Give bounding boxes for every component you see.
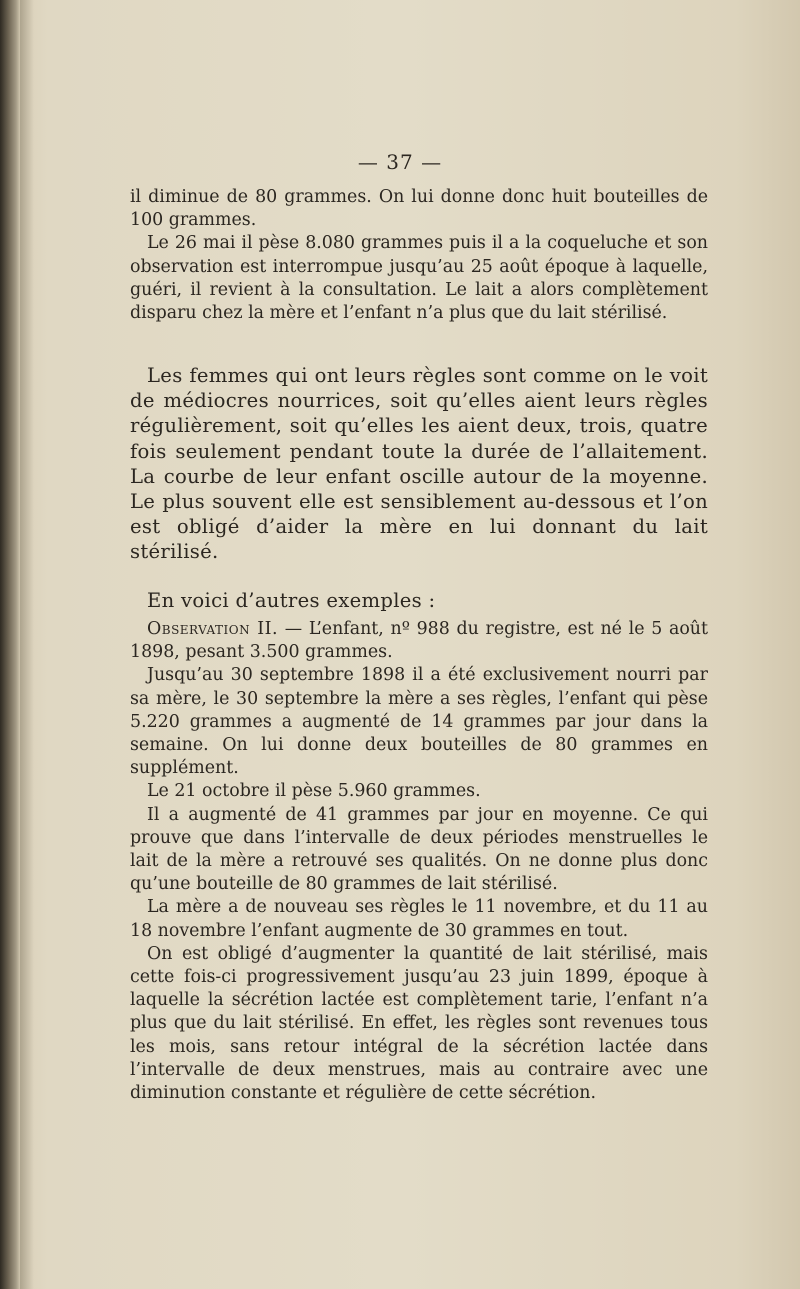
text-block-observation (130, 618, 708, 1105)
gutter-shadow (20, 0, 34, 1289)
paragraph-conclusion: On est obligé d’augmenter la quantité de lait stérilisé, mais cette fois-ci progressivement jusqu’au 23 juin 1899, époque à laquelle la sécrétion lactée est complètement tarie, l’enfant n’a plus que du lait stérilisé. En effet, les règles sont revenues tous les mois, sans retour intégral de la sécrétion lactée dans l’intervalle de deux menstrues, mais au contraire avec une diminution constante et régulière de cette sécrétion. (130, 943, 708, 1104)
observation-paragraph (130, 618, 708, 664)
paragraph-continued: il diminue de 80 grammes. On lui donne donc huit bouteilles de 100 grammes. (130, 187, 708, 231)
paragraph-novembre: La mère a de nouveau ses règles le 11 novembre, et du 11 au 18 novembre l’enfant augmente de 30 grammes en tout. (130, 897, 708, 941)
page-number: — 37 — (357, 150, 443, 174)
observation-text: — L’enfant, nº 988 du registre, est né le 5 août 1898, pesant 3.500 grammes. (130, 619, 708, 663)
paragraph-exemples: En voici d’autres exemples : (147, 588, 436, 612)
paragraph-femmes-regles: Les femmes qui ont leurs règles sont comme on le voit de médiocres nourrices, soit qu’elles aient leurs règles régulièrement, soit qu’elles les aient deux, trois, quatre fois seulement pendant toute la durée de l’allaitement. La courbe de leur enfant oscille autour de la moyenne. Le plus souvent elle est sensiblement au-dessous et l’on est obligé d’aider la mère en lui donnant du lait stérilisé. (130, 364, 708, 564)
paragraph-coqueluche: Le 26 mai il pèse 8.080 grammes puis il a la coqueluche et son observation est interrompue jusqu’au 25 août époque à laquelle, guéri, il revient à la consultation. Le lait a alors complètement disparu chez la mère et l’enfant n’a plus que du lait stérilisé. (130, 233, 708, 324)
book-spine (0, 0, 20, 1289)
text-block-1 (130, 186, 708, 325)
paragraph-augmente: Il a augmenté de 41 grammes par jour en moyenne. Ce qui prouve que dans l’intervalle de deux périodes menstruelles le lait de la mère a retrouvé ses qualités. On ne donne plus donc qu’une bouteille de 80 grammes de lait stérilisé. (130, 804, 708, 895)
observation-label: Observation II. (147, 619, 279, 639)
paragraph-octobre: Le 21 octobre il pèse 5.960 grammes. (147, 781, 481, 802)
paragraph-septembre: Jusqu’au 30 septembre 1898 il a été exclusivement nourri par sa mère, le 30 septembre la mère a ses règles, l’enfant qui pèse 5.220 grammes a augmenté de 14 grammes par jour dans la semaine. On lui donne deux bouteilles de 80 grammes en supplément. (130, 665, 708, 779)
text-block-large (130, 363, 708, 613)
